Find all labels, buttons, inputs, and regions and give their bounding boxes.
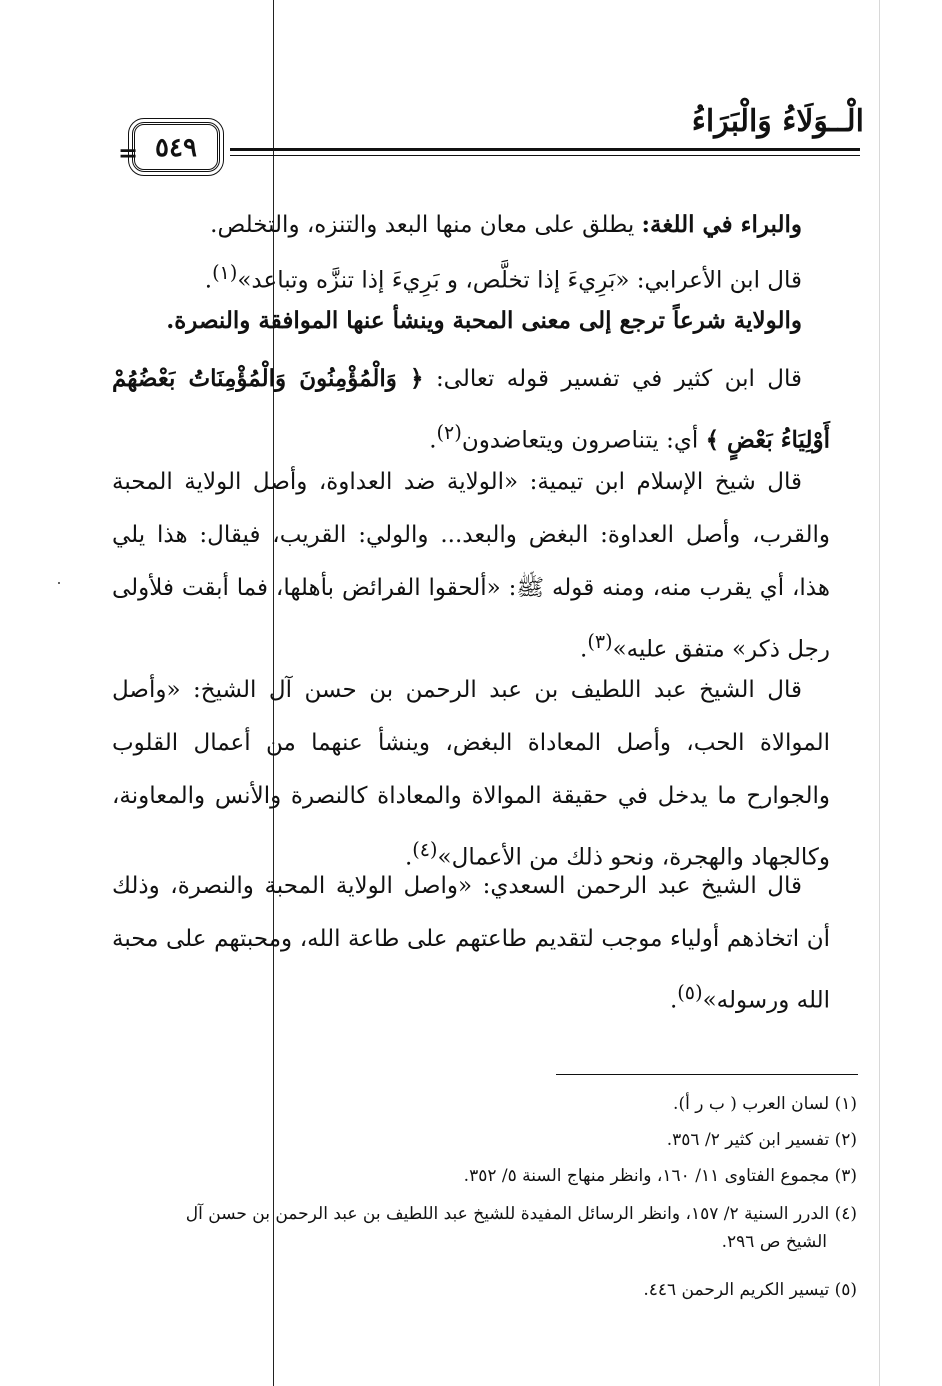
paragraph-end: . <box>669 987 678 1014</box>
paragraph-text: قال ابن كثير في تفسير قوله تعالى: <box>423 366 803 392</box>
paragraph-ibn-taymiyya <box>112 456 830 677</box>
footnote-text-continued: الشيخ ص ٢٩٦. <box>721 1232 827 1252</box>
paragraph-lead: والبراء في اللغة: <box>641 211 802 238</box>
footnote-2 <box>112 1126 857 1154</box>
footnote-1 <box>112 1090 857 1118</box>
paragraph-text-continued: أي: يتناصرون ويتعاضدون <box>461 427 706 454</box>
footnote-ref: (١) <box>212 261 238 284</box>
scan-edge-line <box>879 0 880 1386</box>
footnote-ref: (٥) <box>677 981 703 1004</box>
paragraph-saadi <box>112 860 830 1028</box>
footnote-text: (٤) الدرر السنية ٢/ ١٥٧، وانظر الرسائل المفيدة للشيخ عبد اللطيف بن عبد الرحمن بن حسن آل <box>185 1204 857 1224</box>
footnote-text: (٢) تفسير ابن كثير ٢/ ٣٥٦. <box>666 1130 857 1150</box>
footnote-4 <box>112 1200 857 1256</box>
footnote-ref: (٤) <box>412 838 438 861</box>
paragraph-text: يطلق على معان منها البعد والتنزه، والتخلص. <box>210 212 642 238</box>
paragraph-lead: والولاية شرعاً ترجع إلى معنى المحبة وينشأ عنها الموافقة والنصرة. <box>166 307 802 334</box>
footnote-text: (٣) مجموع الفتاوى ١١/ ١٦٠، وانظر منهاج السنة ٥/ ٣٥٢. <box>463 1166 857 1186</box>
paragraph-end: . <box>429 427 437 454</box>
footnote-separator <box>556 1074 858 1075</box>
page-number: ٥٤٩ <box>155 133 197 163</box>
paragraph-text: قال شيخ الإسلام ابن تيمية: «الولاية ضد العداوة، وأصل الولاية المحبة والقرب، وأصل العداوة: البغض والبعد... والولي: القريب، فيقال: هذا يلي هذا، أي يقرب منه، ومنه قوله ﷺ: «ألحقوا الفرائض بأهلها، فما أبقت فلأولى رجل ذكر» متفق عليه» <box>112 469 830 663</box>
header-rule-thick <box>230 148 860 151</box>
header-rule-thin <box>230 155 860 156</box>
footnote-text: (٥) تيسير الكريم الرحمن ٤٤٦. <box>643 1280 857 1300</box>
footnote-5 <box>112 1276 857 1304</box>
paragraph-abdullatif <box>112 664 830 885</box>
paragraph-end: . <box>404 844 413 871</box>
header-ornament: = <box>118 138 139 167</box>
paragraph-walaya-definition <box>112 306 830 336</box>
paragraph-end: . <box>580 636 588 663</box>
page-number-box <box>132 122 220 172</box>
scan-speck <box>58 582 60 584</box>
paragraph-text: قال ابن الأعرابي: «بَرِيءَ إذا تخلَّص، و بَرِيءَ إذا تنزَّه وتباعد» <box>237 267 802 294</box>
paragraph-bara-definition <box>112 210 830 240</box>
paragraph-ibn-arabi <box>112 258 830 296</box>
footnote-3 <box>112 1162 857 1190</box>
paragraph-end: . <box>204 267 213 294</box>
footnote-text: (١) لسان العرب ( ب ر أ). <box>673 1094 857 1114</box>
footnote-ref: (٣) <box>587 630 613 653</box>
paragraph-text: قال الشيخ عبد الرحمن السعدي: «واصل الولاية المحبة والنصرة، وذلك أن اتخاذهم أولياء موجب لتقديم طاعتهم على طاعة الله، ومحبتهم على محبة الله ورسوله» <box>112 873 830 1014</box>
running-title: الْــوَلَاءُ وَالْبَرَاءُ <box>691 104 864 139</box>
paragraph-text: قال الشيخ عبد اللطيف بن عبد الرحمن بن حسن آل الشيخ: «وأصل الموالاة الحب، وأصل المعاداة البغض، وينشأ عنهما من أعمال القلوب والجوارح ما يدخل في حقيقة الموالاة والمعاداة كالنصرة والأنس والمعاونة، وكالجهاد والهجرة، ونحو ذلك من الأعمال» <box>112 677 830 871</box>
paragraph-ibn-kathir <box>112 352 830 468</box>
quran-verse: ﴿ وَالْمُؤْمِنُونَ وَالْمُؤْمِنَاتُ بَعْضُهُمْ أَوْلِيَاءُ بَعْضٍ ﴾ <box>112 365 830 454</box>
footnote-ref: (٢) <box>436 421 462 444</box>
